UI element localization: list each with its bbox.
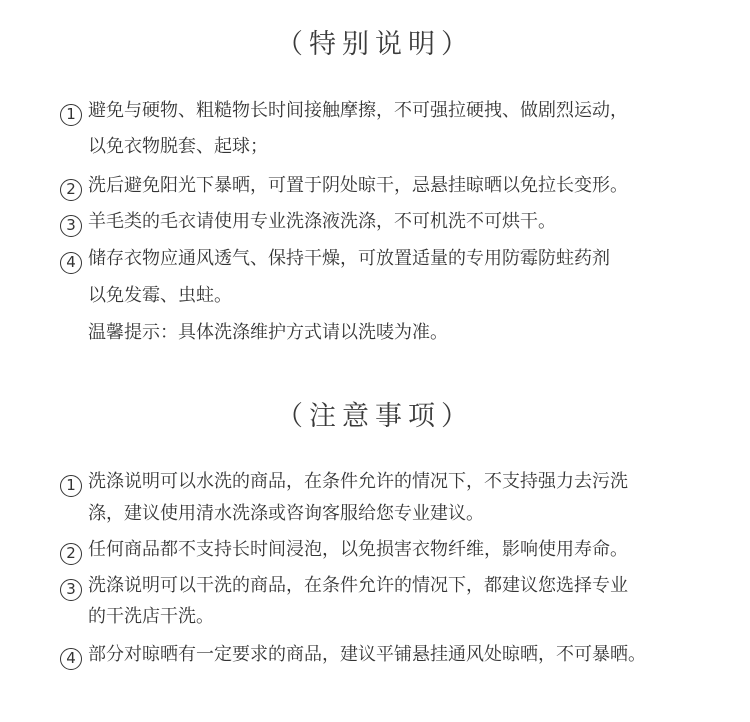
notice-item-3-line-2: 的干洗店干洗。 <box>88 606 214 627</box>
special-item-2-line-1: 洗后避免阳光下暴晒，可置于阴处晾干，忌悬挂晾晒以免拉长变形。 <box>88 175 628 196</box>
special-item-1 <box>60 99 628 126</box>
circled-number-3: 3 <box>60 579 82 601</box>
circled-number-4: 4 <box>60 252 82 274</box>
circled-number-1: 1 <box>60 475 82 497</box>
notice-item-2-line-1: 任何商品都不支持长时间浸泡，以免损害衣物纤维，影响使用寿命。 <box>88 539 628 560</box>
notice-item-4 <box>60 643 646 670</box>
special-item-1-line-1: 避免与硬物、粗糙物长时间接触摩擦，不可强拉硬拽、做剧烈运动， <box>88 100 628 121</box>
notice-item-1-line-2: 涤，建议使用清水洗涤或咨询客服给您专业建议。 <box>88 503 484 524</box>
circled-number-1: 1 <box>60 104 82 126</box>
special-item-4-line-2: 以免发霉、虫蛀。 <box>88 285 232 306</box>
notice-item-3 <box>60 574 628 601</box>
notice-title: （注意事项） <box>276 401 474 432</box>
notice-item-3-line-1: 洗涤说明可以干洗的商品，在条件允许的情况下，都建议您选择专业 <box>88 575 628 596</box>
special-notes-title: （特别说明） <box>276 29 474 60</box>
circled-number-2: 2 <box>60 179 82 201</box>
notice-item-4-line-1: 部分对晾晒有一定要求的商品，建议平铺悬挂通风处晾晒，不可暴晒。 <box>88 644 646 665</box>
special-item-3-line-1: 羊毛类的毛衣请使用专业洗涤液洗涤，不可机洗不可烘干。 <box>88 211 556 232</box>
circled-number-4: 4 <box>60 648 82 670</box>
notice-item-1 <box>60 470 628 497</box>
special-item-1-line-2: 以免衣物脱套、起球； <box>88 136 268 157</box>
special-item-4 <box>60 247 610 274</box>
special-item-4-line-1: 储存衣物应通风透气、保持干燥，可放置适量的专用防霉防蛀药剂 <box>88 248 610 269</box>
circled-number-2: 2 <box>60 543 82 565</box>
special-item-3 <box>60 210 556 237</box>
notice-item-1-line-1: 洗涤说明可以水洗的商品，在条件允许的情况下，不支持强力去污洗 <box>88 471 628 492</box>
special-item-2 <box>60 174 628 201</box>
circled-number-3: 3 <box>60 215 82 237</box>
notice-item-2 <box>60 538 628 565</box>
care-tip: 温馨提示：具体洗涤维护方式请以洗唛为准。 <box>88 322 448 343</box>
